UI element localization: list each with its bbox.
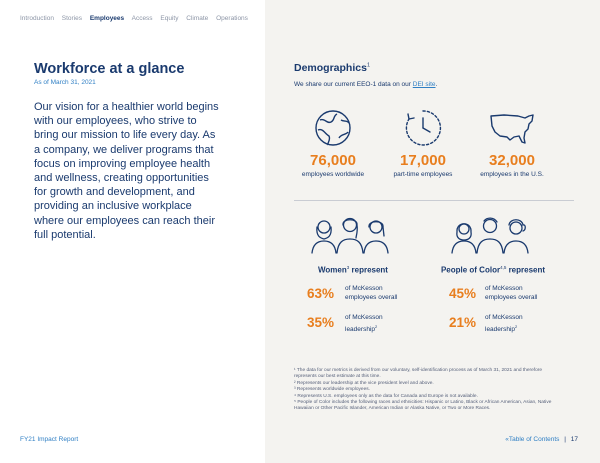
page-subtitle: As of March 31, 2021 — [34, 79, 96, 86]
nav-access[interactable]: Access — [131, 15, 153, 22]
poc-leadership-line2: leadership — [485, 325, 515, 333]
us-map-icon — [488, 110, 536, 146]
demographics-title-text: Demographics — [294, 62, 367, 74]
poc-title — [428, 265, 558, 275]
women-title-text: Women — [318, 265, 347, 275]
footnote-5: ⁵ People of Color includes the following races and ethnicities: Hispanic or Latino, Black or African American, Asian, Native Hawaiian or Other Pacific Islander, American Indian or Alaska Native, or Two or More Races. — [294, 400, 552, 412]
top-nav — [20, 15, 254, 22]
footnote-3: ³ Represents worldwide employees. — [294, 387, 370, 393]
demographics-title-sup: 1 — [366, 62, 370, 69]
left-panel — [0, 0, 265, 463]
poc-overall-line1: of McKesson — [485, 285, 523, 292]
stat-us — [467, 152, 557, 178]
women-overall-line1: of McKesson — [345, 285, 383, 292]
report-name: FY21 Impact Report — [20, 436, 79, 443]
page-number: 17 — [570, 436, 578, 443]
clock-icon — [403, 108, 443, 148]
poc-overall-label — [485, 285, 537, 302]
poc-leadership-label — [485, 314, 523, 334]
demographics-text-after: . — [435, 81, 438, 88]
table-of-contents-link[interactable]: «Table of Contents — [505, 436, 560, 443]
dei-site-link[interactable]: DEI site — [412, 81, 436, 88]
demographics-title — [294, 62, 370, 74]
women-title-sup: 3 — [346, 265, 350, 270]
intro-paragraph: Our vision for a healthier world begins with our employees, who strive to bring our mission to life every day. As a company, we deliver programs that focus on improving employee health and wellness, creating opportunities for growth and development, and providing an inclusive workplace where our employees can reach their full potential. — [34, 101, 219, 241]
women-overall-line2: employees overall — [345, 293, 398, 301]
demographics-text — [294, 81, 437, 88]
poc-title-after: represent — [506, 265, 546, 275]
poc-overall-pct: 45% — [449, 286, 477, 301]
stat-us-label: employees in the U.S. — [480, 171, 544, 178]
page-footer — [505, 436, 578, 443]
stat-part-time — [378, 152, 468, 178]
women-leadership-line2: leadership — [345, 325, 375, 333]
nav-climate[interactable]: Climate — [186, 15, 209, 22]
stat-us-value: 32,000 — [489, 152, 535, 169]
people-of-color-group-icon — [450, 212, 530, 254]
women-title-after: represent — [349, 265, 388, 275]
poc-leadership-pct: 21% — [449, 315, 477, 330]
poc-title-text: People of Color — [440, 265, 501, 275]
poc-leadership-line1: of McKesson — [485, 314, 523, 321]
poc-overall-line2: employees overall — [485, 293, 538, 301]
stat-worldwide-value: 76,000 — [310, 152, 356, 169]
globe-icon — [313, 108, 353, 148]
footnote-2: ² Represents our leadership at the vice president level and above. — [294, 380, 434, 386]
footnote-1: ¹ The data for our metrics is derived from our voluntary, self-identification process as of March 31, 2021 and therefore represents our best estimate at this time. — [294, 368, 543, 380]
stat-worldwide — [288, 152, 378, 178]
nav-employees[interactable]: Employees — [89, 15, 125, 22]
section-divider — [294, 200, 574, 201]
stat-worldwide-label: employees worldwide — [301, 171, 365, 178]
footnote-4: ⁴ Represents U.S. employees only as the data for Canada and Europe is not available. — [294, 393, 478, 399]
page-title: Workforce at a glance — [34, 61, 185, 77]
women-leadership-label — [345, 314, 383, 334]
demographics-text-before: We share our current EEO-1 data on our — [294, 81, 413, 88]
women-leadership-sup: 2 — [375, 323, 378, 329]
poc-title-sup: 4,5 — [500, 265, 507, 270]
nav-equity[interactable]: Equity — [160, 15, 179, 22]
women-title — [288, 265, 418, 275]
stat-part-time-value: 17,000 — [400, 152, 446, 169]
women-group-icon — [310, 212, 390, 254]
nav-operations[interactable]: Operations — [216, 15, 248, 22]
nav-stories[interactable]: Stories — [61, 15, 83, 22]
women-overall-label — [345, 285, 397, 302]
footer-separator: | — [564, 436, 566, 443]
women-leadership-line1: of McKesson — [345, 314, 383, 321]
footnotes — [294, 368, 564, 413]
poc-leadership-sup: 2 — [515, 323, 518, 329]
stat-part-time-label: part-time employees — [393, 171, 453, 178]
nav-introduction[interactable]: Introduction — [20, 15, 54, 22]
women-leadership-pct: 35% — [307, 315, 335, 330]
women-overall-pct: 63% — [307, 286, 335, 301]
